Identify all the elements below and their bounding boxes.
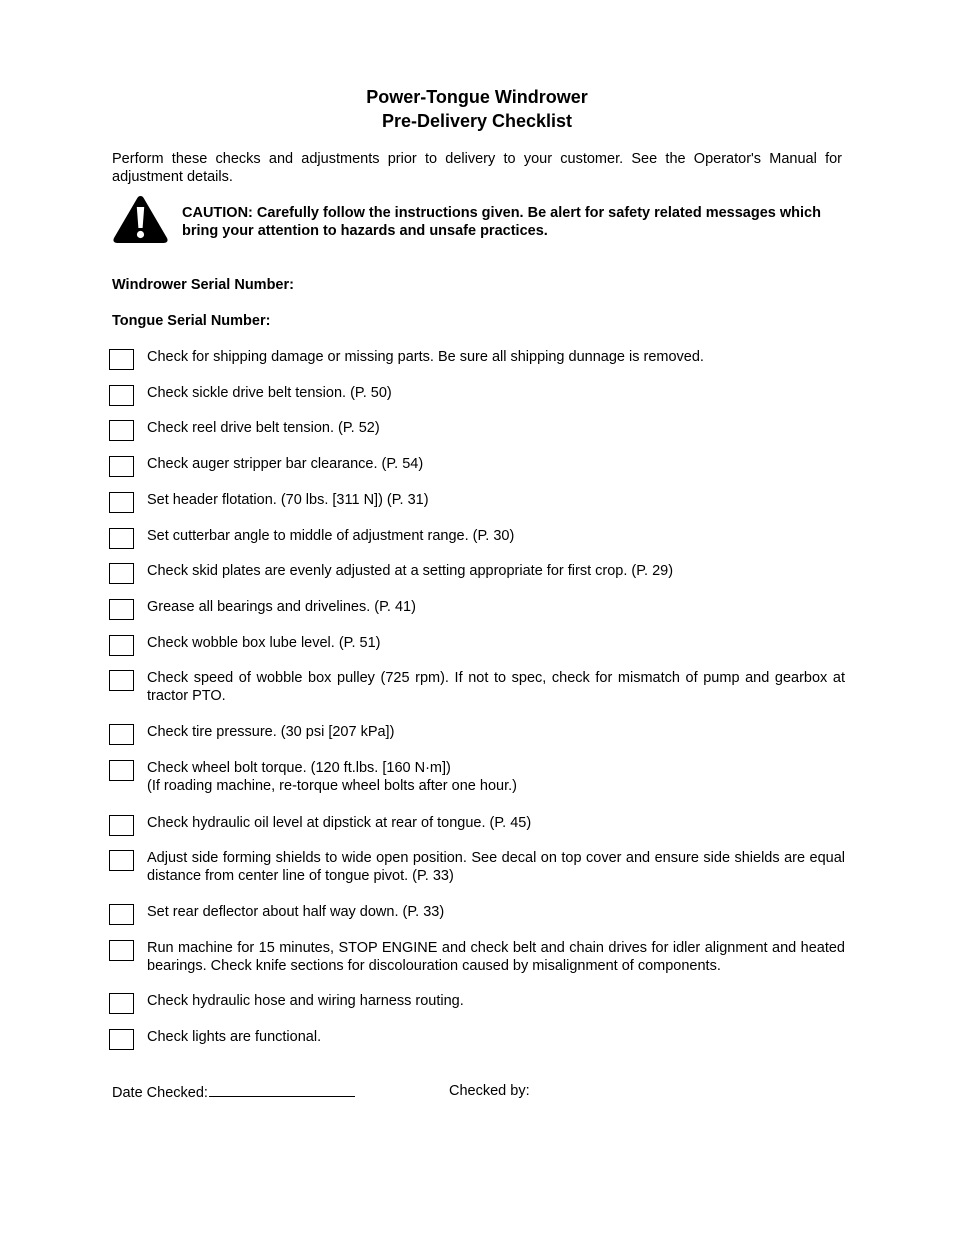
checklist-item-text: Check for shipping damage or missing parts. Be sure all shipping dunnage is removed. xyxy=(147,349,704,365)
windrower-serial-label: Windrower Serial Number: xyxy=(112,277,294,293)
caution-message: CAUTION: Carefully follow the instructions given. Be alert for safety related messages which bring your attention to hazards and unsafe practices. xyxy=(182,205,821,239)
checklist-item-text: Check sickle drive belt tension. (P. 50) xyxy=(147,385,392,401)
checklist-item-text: Check wobble box lube level. (P. 51) xyxy=(147,635,381,651)
checklist-item-text: Set cutterbar angle to middle of adjustment range. (P. 30) xyxy=(147,528,515,544)
checklist-item-text: Check tire pressure. (30 psi [207 kPa]) xyxy=(147,724,395,740)
checklist-checkbox[interactable] xyxy=(109,1029,134,1050)
checklist-checkbox[interactable] xyxy=(109,904,134,925)
warning-triangle-icon xyxy=(112,194,169,244)
checklist-item-text: Check auger stripper bar clearance. (P. 54) xyxy=(147,456,424,472)
checklist-checkbox[interactable] xyxy=(109,456,134,477)
checklist-checkbox[interactable] xyxy=(109,528,134,549)
checklist-checkbox[interactable] xyxy=(109,850,134,871)
checklist-checkbox[interactable] xyxy=(109,563,134,584)
date-checked xyxy=(112,1082,355,1102)
checked-by-label: Checked by: xyxy=(449,1083,530,1099)
checklist-checkbox[interactable] xyxy=(109,635,134,656)
checklist-item-text: Set header flotation. (70 lbs. [311 N]) (P. 31) xyxy=(147,492,429,508)
page-title xyxy=(0,85,954,133)
title-line-1: Power-Tongue Windrower xyxy=(366,87,588,107)
intro-paragraph: Perform these checks and adjustments prior to delivery to your customer. See the Operator's Manual for adjustment details. xyxy=(112,151,842,185)
checklist-checkbox[interactable] xyxy=(109,724,134,745)
checklist-item-text-line-1: Check wheel bolt torque. (120 ft.lbs. [160 N·m]) xyxy=(147,760,451,776)
checklist-checkbox[interactable] xyxy=(109,385,134,406)
checklist-item-text: Check hydraulic hose and wiring harness routing. xyxy=(147,993,464,1009)
checklist-item-text: Run machine for 15 minutes, STOP ENGINE and check belt and chain drives for idler alignment and heated bearings. Check knife sections for discolouration caused by misalignment of components. xyxy=(147,940,845,974)
checklist-item-text: Set rear deflector about half way down. (P. 33) xyxy=(147,904,445,920)
title-line-2: Pre-Delivery Checklist xyxy=(381,111,573,131)
checklist-item-text: Check lights are functional. xyxy=(147,1029,322,1045)
checklist-item-text: Grease all bearings and drivelines. (P. 41) xyxy=(147,599,416,615)
checklist-item-text: Check speed of wobble box pulley (725 rpm). If not to spec, check for mismatch of pump and gearbox at tractor PTO. xyxy=(147,670,845,704)
checklist-checkbox[interactable] xyxy=(109,349,134,370)
date-checked-field[interactable] xyxy=(209,1082,355,1097)
checklist-checkbox[interactable] xyxy=(109,599,134,620)
checklist-checkbox[interactable] xyxy=(109,940,134,961)
checklist-checkbox[interactable] xyxy=(109,492,134,513)
checklist-checkbox[interactable] xyxy=(109,420,134,441)
checklist-item-text: Adjust side forming shields to wide open position. See decal on top cover and ensure side shields are equal distance from center line of tongue pivot. (P. 33) xyxy=(147,850,845,884)
checklist-item-text xyxy=(147,759,845,795)
checklist-checkbox[interactable] xyxy=(109,993,134,1014)
date-checked-label: Date Checked: xyxy=(112,1085,208,1101)
checklist-checkbox[interactable] xyxy=(109,670,134,691)
tongue-serial-label: Tongue Serial Number: xyxy=(112,313,271,329)
checklist-checkbox[interactable] xyxy=(109,815,134,836)
checklist-item-text: Check hydraulic oil level at dipstick at rear of tongue. (P. 45) xyxy=(147,815,532,831)
checklist-item-text: Check reel drive belt tension. (P. 52) xyxy=(147,420,380,436)
checklist-checkbox[interactable] xyxy=(109,760,134,781)
checklist-item-text-line-2: (If roading machine, re-torque wheel bolts after one hour.) xyxy=(147,778,517,794)
checked-by xyxy=(449,1082,530,1100)
checklist-item-text: Check skid plates are evenly adjusted at a setting appropriate for first crop. (P. 29) xyxy=(147,563,674,579)
